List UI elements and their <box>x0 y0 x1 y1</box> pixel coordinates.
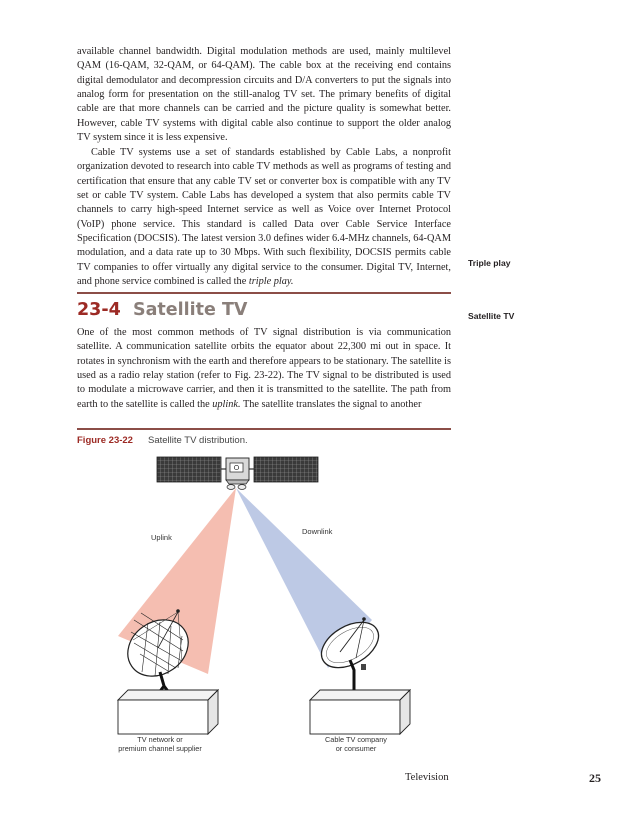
figure-label: Figure 23-22 <box>77 435 133 446</box>
paragraph-text: Cable TV systems use a set of standards established by Cable Labs, a nonprofit organization devoted to research into cable TV methods as well as programs of testing and certification that ensure that any cable TV set or converter box is compatible with any TV set or cable TV system. Cable Labs has developed a system that also permits cable TV channels to carry high-speed Internet service as well as Voice over Internet Protocol (VoIP) phone service. This standard is called Data over Cable Service Interface Specification (DOCSIS). The latest version 3.0 defines wider 6.4-MHz channels, 64-QAM modulation, and a data rate up to 30 Mbps. With such flexibility, DOCSIS permits cable TV companies to offer virtually any digital service to the consumer. Digital TV, Internet, and phone service combined is called the <box>77 147 451 288</box>
section-number: 23-4 <box>77 300 121 320</box>
satellite-dish-right <box>238 485 246 490</box>
uplink-box-label-line1: TV network or <box>137 735 183 744</box>
key-term-triple-play: triple play. <box>248 276 294 288</box>
uplink-label: Uplink <box>151 533 172 542</box>
body-paragraph-digital-cable: available channel bandwidth. Digital modulation methods are used, mainly multilevel QAM (16-QAM, 32-QAM, or 64-QAM). The cable box at the receiving end contains digital demodulator and decompression circuits and D/A converters to put the signals into analog form for presentation on the still-analog TV set. The primary benefits of digital cable are that more channels can be carried and the picture quality is somewhat better. However, cable TV systems with digital cable also continue to support the older analog TV system since it is less expensive. <box>77 46 451 144</box>
margin-note-satellite-tv: Satellite TV <box>468 311 515 321</box>
paragraph-text-end: The satellite translates the signal to another <box>240 398 422 410</box>
solar-panel-left <box>157 457 221 482</box>
running-footer-title: Television <box>405 772 449 783</box>
satellite-dish-left <box>227 485 235 490</box>
section-title: Satellite TV <box>132 300 248 320</box>
downlink-box-label-line2: or consumer <box>335 744 377 753</box>
paragraph-text: One of the most common methods of TV signal distribution is via communication satellite. A communication satellite orbits the equator about 22,300 mi out in space. It rotates in synchronism with the earth and therefore appears to be stationary. The satellite is used as a radio relay station (refer to Fig. 23-22). The TV signal to be distributed is used to modulate a microwave carrier, and then it is transmitted to the satellite. The path from earth to the satellite is called the <box>77 327 452 410</box>
figure-caption: Satellite TV distribution. <box>148 435 248 446</box>
downlink-label: Downlink <box>302 527 333 536</box>
downlink-box-label-line1: Cable TV company <box>325 735 387 744</box>
uplink-station-box <box>118 690 218 734</box>
downlink-station-box <box>310 690 410 734</box>
solar-panel-right <box>254 457 318 482</box>
margin-note-triple-play: Triple play <box>468 258 511 268</box>
uplink-box-label-line2: premium channel supplier <box>118 744 202 753</box>
key-term-uplink: uplink. <box>212 398 241 410</box>
satellite <box>157 457 318 489</box>
page-number: 25 <box>589 771 601 785</box>
